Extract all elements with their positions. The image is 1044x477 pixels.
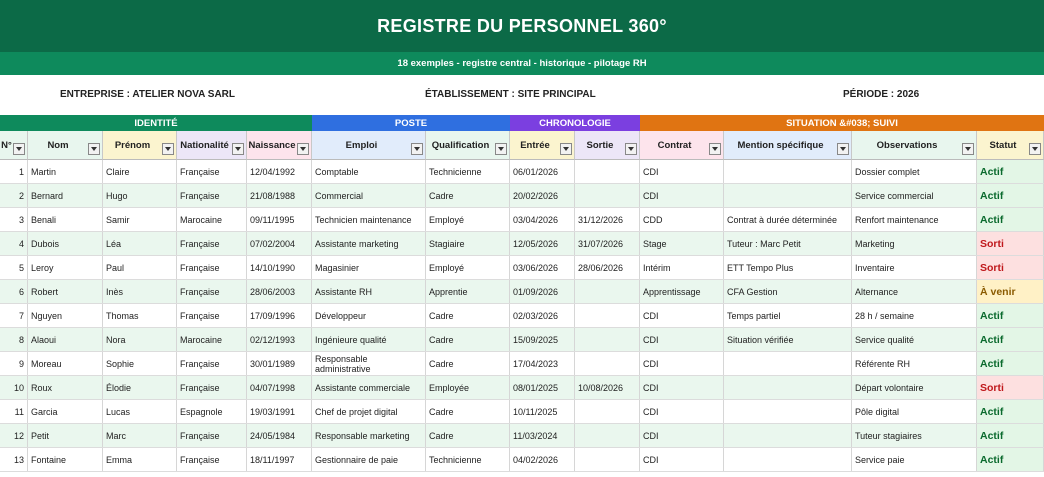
cell-firstname[interactable]: Claire [103,160,177,183]
cell-mention[interactable]: ETT Tempo Plus [724,256,852,279]
cell-status[interactable]: Actif [977,400,1044,423]
filter-dropdown-icon[interactable] [162,143,174,155]
cell-mention[interactable] [724,376,852,399]
cell-num[interactable]: 5 [0,256,28,279]
cell-contract[interactable]: CDI [640,184,724,207]
cell-num[interactable]: 1 [0,160,28,183]
cell-num[interactable]: 10 [0,376,28,399]
cell-contract[interactable]: CDI [640,424,724,447]
cell-num[interactable]: 3 [0,208,28,231]
cell-num[interactable]: 8 [0,328,28,351]
table-row[interactable] [0,352,1044,376]
cell-contract[interactable]: Apprentissage [640,280,724,303]
header-label: Mention spécifique [737,139,824,151]
cell-num[interactable]: 7 [0,304,28,327]
sheet-title: REGISTRE DU PERSONNEL 360° [0,0,1044,52]
cell-job[interactable]: Responsable administrative [312,352,426,375]
header-status[interactable] [977,131,1044,160]
cell-observations[interactable]: Référente RH [852,352,977,375]
filter-dropdown-icon[interactable] [962,143,974,155]
cell-nationality[interactable]: Française [177,160,247,183]
cell-nationality[interactable]: Marocaine [177,208,247,231]
sheet-subtitle: 18 exemples - registre central - historique - pilotage RH [0,52,1044,75]
cell-qualification[interactable]: Cadre [426,184,510,207]
cell-firstname[interactable]: Marc [103,424,177,447]
cell-lastname[interactable]: Fontaine [28,448,103,471]
cell-entry-date[interactable]: 03/06/2026 [510,256,575,279]
cell-birthdate[interactable]: 07/02/2004 [247,232,312,255]
cell-nationality[interactable]: Marocaine [177,328,247,351]
cell-contract[interactable]: CDI [640,376,724,399]
cell-nationality[interactable]: Française [177,448,247,471]
cell-mention[interactable] [724,448,852,471]
cell-observations[interactable]: Départ volontaire [852,376,977,399]
cell-job[interactable]: Comptable [312,160,426,183]
header-label: N° [1,139,12,151]
header-exit-date[interactable] [575,131,640,160]
cell-qualification[interactable]: Employée [426,376,510,399]
header-label: Naissance [248,139,296,151]
group-position: POSTE [312,115,510,131]
header-nationality[interactable] [177,131,247,160]
cell-num[interactable]: 11 [0,400,28,423]
header-entry-date[interactable] [510,131,575,160]
cell-exit-date[interactable] [575,400,640,423]
header-lastname[interactable] [28,131,103,160]
cell-contract[interactable]: CDI [640,160,724,183]
cell-num[interactable]: 12 [0,424,28,447]
cell-job[interactable]: Technicien maintenance [312,208,426,231]
cell-exit-date[interactable]: 31/12/2026 [575,208,640,231]
cell-status[interactable]: Actif [977,448,1044,471]
cell-observations[interactable]: Tuteur stagiaires [852,424,977,447]
table-row[interactable] [0,376,1044,400]
table-row[interactable] [0,400,1044,424]
cell-mention[interactable] [724,160,852,183]
cell-qualification[interactable]: Stagiaire [426,232,510,255]
cell-firstname[interactable]: Élodie [103,376,177,399]
cell-observations[interactable]: 28 h / semaine [852,304,977,327]
cell-status[interactable]: Sorti [977,232,1044,255]
cell-nationality[interactable]: Espagnole [177,400,247,423]
cell-nationality[interactable]: Française [177,376,247,399]
header-birthdate[interactable] [247,131,312,160]
table-row[interactable] [0,448,1044,472]
cell-qualification[interactable]: Cadre [426,304,510,327]
header-job[interactable] [312,131,426,160]
cell-mention[interactable]: Contrat à durée déterminée [724,208,852,231]
cell-lastname[interactable]: Alaoui [28,328,103,351]
cell-entry-date[interactable]: 10/11/2025 [510,400,575,423]
cell-exit-date[interactable]: 28/06/2026 [575,256,640,279]
cell-firstname[interactable]: Samir [103,208,177,231]
cell-status[interactable]: Actif [977,160,1044,183]
cell-lastname[interactable]: Petit [28,424,103,447]
cell-entry-date[interactable]: 03/04/2026 [510,208,575,231]
cell-status[interactable]: Actif [977,184,1044,207]
cell-exit-date[interactable]: 31/07/2026 [575,232,640,255]
table-row[interactable] [0,208,1044,232]
cell-num[interactable]: 9 [0,352,28,375]
cell-exit-date[interactable] [575,160,640,183]
group-situation: SITUATION &#038; SUIVI [640,115,1044,131]
cell-qualification[interactable]: Cadre [426,328,510,351]
column-groups [0,115,1044,131]
group-chronology: CHRONOLOGIE [510,115,640,131]
cell-exit-date[interactable] [575,184,640,207]
cell-lastname[interactable]: Nguyen [28,304,103,327]
cell-exit-date[interactable] [575,424,640,447]
header-contract[interactable] [640,131,724,160]
cell-firstname[interactable]: Léa [103,232,177,255]
info-row [0,85,1044,105]
filter-dropdown-icon[interactable] [13,143,25,155]
header-firstname[interactable] [103,131,177,160]
table-row[interactable] [0,328,1044,352]
cell-contract[interactable]: CDI [640,400,724,423]
cell-job[interactable]: Chef de projet digital [312,400,426,423]
cell-birthdate[interactable]: 12/04/1992 [247,160,312,183]
company-label[interactable]: ENTREPRISE : ATELIER NOVA SARL [60,89,236,100]
cell-status[interactable]: Actif [977,352,1044,375]
cell-firstname[interactable]: Inès [103,280,177,303]
cell-firstname[interactable]: Emma [103,448,177,471]
header-mention[interactable] [724,131,852,160]
cell-observations[interactable]: Inventaire [852,256,977,279]
cell-birthdate[interactable]: 21/08/1988 [247,184,312,207]
cell-observations[interactable]: Marketing [852,232,977,255]
cell-num[interactable]: 6 [0,280,28,303]
cell-lastname[interactable]: Robert [28,280,103,303]
cell-observations[interactable]: Service qualité [852,328,977,351]
cell-birthdate[interactable]: 30/01/1989 [247,352,312,375]
data-table [0,160,1044,472]
cell-entry-date[interactable]: 20/02/2026 [510,184,575,207]
cell-qualification[interactable]: Technicienne [426,448,510,471]
cell-nationality[interactable]: Française [177,304,247,327]
header-label: Statut [989,139,1017,151]
cell-firstname[interactable]: Thomas [103,304,177,327]
cell-nationality[interactable]: Française [177,424,247,447]
cell-firstname[interactable]: Nora [103,328,177,351]
cell-num[interactable]: 2 [0,184,28,207]
cell-entry-date[interactable]: 17/04/2023 [510,352,575,375]
cell-qualification[interactable]: Apprentie [426,280,510,303]
cell-status[interactable]: Sorti [977,256,1044,279]
cell-lastname[interactable]: Dubois [28,232,103,255]
cell-contract[interactable]: CDI [640,352,724,375]
header-label: Entrée [520,139,550,151]
cell-num[interactable]: 13 [0,448,28,471]
cell-entry-date[interactable]: 01/09/2026 [510,280,575,303]
cell-entry-date[interactable]: 15/09/2025 [510,328,575,351]
cell-contract[interactable]: CDI [640,328,724,351]
header-label: Nom [47,139,69,151]
cell-nationality[interactable]: Française [177,352,247,375]
cell-entry-date[interactable]: 02/03/2026 [510,304,575,327]
cell-job[interactable]: Assistante RH [312,280,426,303]
period-label[interactable]: PÉRIODE : 2026 [843,89,920,100]
cell-birthdate[interactable]: 17/09/1996 [247,304,312,327]
cell-lastname[interactable]: Moreau [28,352,103,375]
cell-mention[interactable]: CFA Gestion [724,280,852,303]
cell-contract[interactable]: CDI [640,304,724,327]
cell-lastname[interactable]: Benali [28,208,103,231]
table-row[interactable] [0,424,1044,448]
table-row[interactable] [0,184,1044,208]
cell-entry-date[interactable]: 06/01/2026 [510,160,575,183]
cell-status[interactable]: Actif [977,328,1044,351]
cell-contract[interactable]: CDD [640,208,724,231]
filter-dropdown-icon[interactable] [232,143,244,155]
cell-exit-date[interactable] [575,352,640,375]
header-row [0,131,1044,160]
cell-job[interactable]: Magasinier [312,256,426,279]
filter-dropdown-icon[interactable] [560,143,572,155]
cell-exit-date[interactable] [575,304,640,327]
cell-lastname[interactable]: Leroy [28,256,103,279]
cell-job[interactable]: Commercial [312,184,426,207]
cell-birthdate[interactable]: 24/05/1984 [247,424,312,447]
cell-observations[interactable]: Renfort maintenance [852,208,977,231]
header-label: Prénom [114,139,151,151]
cell-lastname[interactable]: Bernard [28,184,103,207]
cell-status[interactable]: À venir [977,280,1044,303]
cell-qualification[interactable]: Employé [426,208,510,231]
cell-qualification[interactable]: Cadre [426,400,510,423]
cell-qualification[interactable]: Employé [426,256,510,279]
cell-birthdate[interactable]: 04/07/1998 [247,376,312,399]
header-label: Emploi [345,139,378,151]
cell-firstname[interactable]: Paul [103,256,177,279]
cell-birthdate[interactable]: 02/12/1993 [247,328,312,351]
cell-observations[interactable]: Service commercial [852,184,977,207]
cell-birthdate[interactable]: 19/03/1991 [247,400,312,423]
cell-status[interactable]: Actif [977,304,1044,327]
spacer-row [0,75,1044,85]
header-num[interactable] [0,131,28,160]
cell-firstname[interactable]: Hugo [103,184,177,207]
cell-job[interactable]: Assistante marketing [312,232,426,255]
cell-nationality[interactable]: Française [177,280,247,303]
cell-observations[interactable]: Alternance [852,280,977,303]
cell-mention[interactable]: Situation vérifiée [724,328,852,351]
cell-mention[interactable] [724,352,852,375]
cell-contract[interactable]: Intérim [640,256,724,279]
filter-dropdown-icon[interactable] [88,143,100,155]
cell-entry-date[interactable]: 04/02/2026 [510,448,575,471]
filter-dropdown-icon[interactable] [495,143,507,155]
cell-status[interactable]: Sorti [977,376,1044,399]
cell-exit-date[interactable]: 10/08/2026 [575,376,640,399]
cell-status[interactable]: Actif [977,208,1044,231]
table-row[interactable] [0,304,1044,328]
spacer-row-2 [0,105,1044,115]
header-label: Nationalité [180,139,229,151]
header-observations[interactable] [852,131,977,160]
cell-status[interactable]: Actif [977,424,1044,447]
cell-birthdate[interactable]: 09/11/1995 [247,208,312,231]
cell-entry-date[interactable]: 08/01/2025 [510,376,575,399]
cell-birthdate[interactable]: 14/10/1990 [247,256,312,279]
table-row[interactable] [0,232,1044,256]
filter-dropdown-icon[interactable] [411,143,423,155]
filter-dropdown-icon[interactable] [837,143,849,155]
table-row[interactable] [0,160,1044,184]
cell-job[interactable]: Développeur [312,304,426,327]
cell-observations[interactable]: Dossier complet [852,160,977,183]
filter-dropdown-icon[interactable] [297,143,309,155]
cell-firstname[interactable]: Sophie [103,352,177,375]
cell-mention[interactable]: Temps partiel [724,304,852,327]
cell-nationality[interactable]: Française [177,256,247,279]
cell-nationality[interactable]: Française [177,184,247,207]
cell-contract[interactable]: CDI [640,448,724,471]
establishment-label[interactable]: ÉTABLISSEMENT : SITE PRINCIPAL [425,89,596,100]
cell-job[interactable]: Gestionnaire de paie [312,448,426,471]
cell-birthdate[interactable]: 28/06/2003 [247,280,312,303]
header-qualification[interactable] [426,131,510,160]
filter-dropdown-icon[interactable] [625,143,637,155]
cell-contract[interactable]: Stage [640,232,724,255]
cell-lastname[interactable]: Martin [28,160,103,183]
header-label: Qualification [431,139,490,151]
group-identity: IDENTITÉ [0,115,312,131]
cell-mention[interactable] [724,400,852,423]
cell-lastname[interactable]: Garcia [28,400,103,423]
cell-exit-date[interactable] [575,280,640,303]
filter-dropdown-icon[interactable] [1029,143,1041,155]
filter-dropdown-icon[interactable] [709,143,721,155]
header-label: Contrat [657,139,692,151]
cell-mention[interactable]: Tuteur : Marc Petit [724,232,852,255]
cell-nationality[interactable]: Française [177,232,247,255]
cell-exit-date[interactable] [575,328,640,351]
cell-exit-date[interactable] [575,448,640,471]
cell-observations[interactable]: Service paie [852,448,977,471]
cell-birthdate[interactable]: 18/11/1997 [247,448,312,471]
cell-observations[interactable]: Pôle digital [852,400,977,423]
cell-mention[interactable] [724,184,852,207]
cell-job[interactable]: Responsable marketing [312,424,426,447]
cell-firstname[interactable]: Lucas [103,400,177,423]
table-row[interactable] [0,280,1044,304]
cell-num[interactable]: 4 [0,232,28,255]
cell-lastname[interactable]: Roux [28,376,103,399]
header-label: Observations [876,139,938,151]
cell-qualification[interactable]: Technicienne [426,160,510,183]
cell-qualification[interactable]: Cadre [426,352,510,375]
cell-entry-date[interactable]: 11/03/2024 [510,424,575,447]
cell-mention[interactable] [724,424,852,447]
cell-qualification[interactable]: Cadre [426,424,510,447]
cell-job[interactable]: Assistante commerciale [312,376,426,399]
table-row[interactable] [0,256,1044,280]
cell-entry-date[interactable]: 12/05/2026 [510,232,575,255]
cell-job[interactable]: Ingénieure qualité [312,328,426,351]
header-label: Sortie [586,139,614,151]
